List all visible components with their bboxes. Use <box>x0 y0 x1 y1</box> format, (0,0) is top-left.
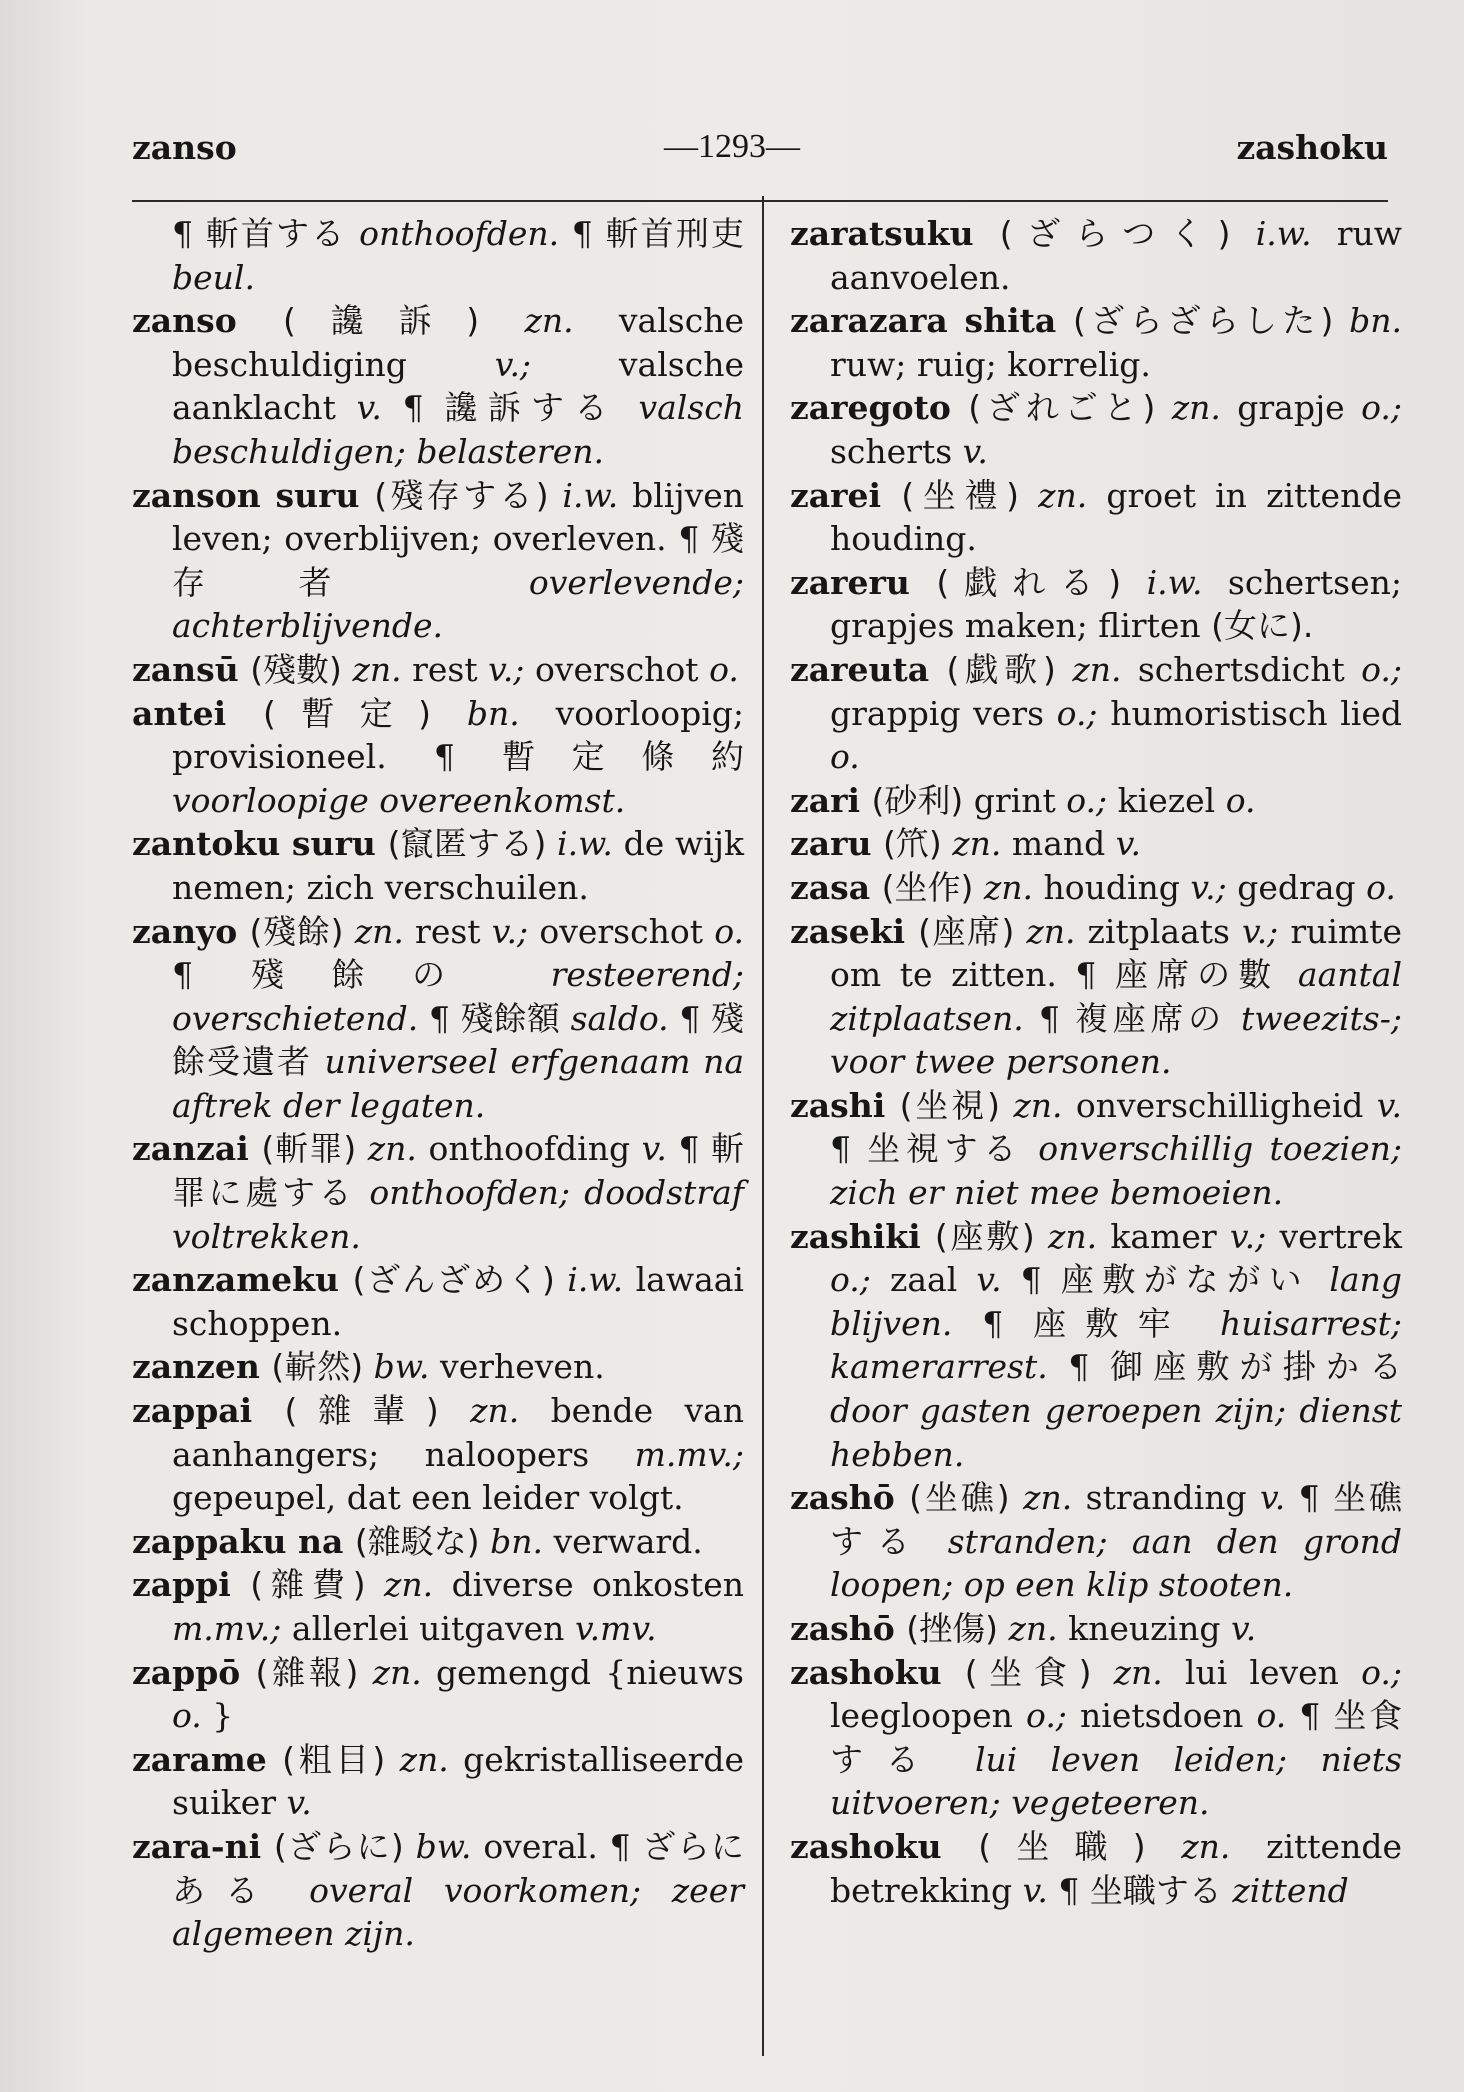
pilcrow-mark: ¶ <box>679 998 701 1038</box>
phrase-translation: onverschillig toezien; zich er niet mee bemoeien. <box>830 1129 1402 1213</box>
pilcrow-mark: ¶ <box>609 1826 631 1866</box>
grammar-label: zn. <box>1048 1216 1098 1256</box>
translation-text: kiezel <box>1117 780 1216 820</box>
dictionary-entry <box>132 648 744 692</box>
translation-text: gemengd {nieuws <box>436 1652 744 1692</box>
translation-text: onverschilligheid <box>1075 1085 1364 1125</box>
translation-text: valsche aanklacht <box>172 344 744 428</box>
japanese-text: ざらにある <box>172 1826 744 1910</box>
grammar-label: bw. <box>415 1826 472 1866</box>
japanese-text: 座敷牢 <box>1033 1303 1191 1343</box>
headword: zaregoto <box>790 388 951 428</box>
japanese-text: 坐礁する <box>830 1478 1403 1561</box>
headword: zashō <box>790 1478 895 1518</box>
grammar-label: v.; <box>1229 1216 1267 1256</box>
grammar-label: zn. <box>524 301 574 341</box>
pilcrow-mark: ¶ <box>1058 1870 1080 1910</box>
japanese-text: (雜駁な) <box>354 1521 480 1561</box>
grammar-label: m.mv.; <box>634 1434 744 1474</box>
translation-text: blijven leven; overblijven; overleven. <box>172 475 744 559</box>
dictionary-entry <box>790 299 1402 386</box>
translation-text: kneuzing <box>1068 1609 1221 1648</box>
phrase-translation: universeel erfgenaam na aftrek der legaten. <box>172 1042 745 1125</box>
dictionary-entry <box>132 212 744 299</box>
headword: zanyo <box>132 911 238 951</box>
headword: zaratsuku <box>790 214 974 253</box>
japanese-text: 殘餘受遺者 <box>172 998 744 1082</box>
grammar-label: zn. <box>1023 1478 1073 1518</box>
phrase-translation: aantal zitplaatsen. <box>830 955 1402 1038</box>
grammar-label: zn. <box>367 1129 417 1169</box>
dictionary-entry <box>790 1651 1402 1825</box>
translation-text: schertsdicht <box>1137 649 1345 689</box>
grammar-label: zn. <box>384 1565 434 1605</box>
grammar-label: v.; <box>491 911 529 951</box>
japanese-text: 坐食する <box>830 1696 1402 1779</box>
pilcrow-mark: ¶ <box>433 737 455 777</box>
pilcrow-mark: ¶ <box>1298 1478 1320 1518</box>
japanese-text: (戯れる) <box>936 562 1122 602</box>
grammar-label: o.; <box>1066 780 1108 820</box>
phrase-translation: overlevende; achterblijvende. <box>172 562 745 646</box>
dictionary-entry <box>132 299 744 473</box>
phrase-translation: lui leven leiden; niets uitvoeren; vegeteeren. <box>830 1739 1402 1823</box>
dictionary-entry <box>790 1084 1402 1215</box>
headword: zarazara shita <box>790 301 1057 341</box>
grammar-label: v.mv. <box>574 1609 657 1648</box>
headword: zashi <box>790 1085 886 1125</box>
translation-text: verward. <box>553 1521 703 1561</box>
phrase-translation: overal voorkomen; zeer algemeen zijn. <box>172 1870 744 1954</box>
translation-text: grappig vers <box>830 693 1045 733</box>
dictionary-entry <box>790 1825 1402 1912</box>
translation-text: mand <box>1011 824 1106 864</box>
headword: zanson suru <box>132 475 360 515</box>
grammar-label: zn. <box>352 649 402 689</box>
translation-text: } <box>212 1696 234 1736</box>
grammar-label: o. <box>714 911 744 951</box>
left-column <box>132 212 744 1956</box>
pilcrow-mark: ¶ <box>571 214 593 253</box>
japanese-text: (竄匿する) <box>387 824 547 864</box>
headword: zari <box>790 780 861 820</box>
japanese-text: (坐禮) <box>901 475 1019 515</box>
headword: zantoku suru <box>132 824 376 864</box>
headword: zareuta <box>790 649 930 689</box>
japanese-text: (挫傷) <box>906 1609 998 1648</box>
headword: antei <box>132 693 227 733</box>
headword: zanzai <box>132 1129 249 1169</box>
grammar-label: o. <box>1225 780 1256 820</box>
translation-text: scherts <box>830 431 953 471</box>
translation-text: gekristalliseerde suiker <box>172 1739 745 1823</box>
grammar-label: i.w. <box>567 1260 624 1300</box>
japanese-text: (ざれごと) <box>968 388 1156 428</box>
headword: zansū <box>132 649 239 689</box>
japanese-text: (ざらつく) <box>999 214 1231 253</box>
grammar-label: m.mv.; <box>172 1609 282 1648</box>
pilcrow-mark: ¶ <box>1020 1260 1042 1300</box>
headword: zashō <box>790 1609 895 1648</box>
grammar-label: zn. <box>1072 649 1122 689</box>
dictionary-entry <box>790 1476 1402 1607</box>
grammar-label: o. <box>172 1696 202 1736</box>
grammar-label: o.; <box>1361 649 1403 689</box>
translation-text: houding <box>1043 867 1180 907</box>
phrase-translation: zittend <box>1232 1870 1349 1910</box>
grammar-label: v. <box>976 1260 1002 1300</box>
grammar-label: zn. <box>399 1739 449 1779</box>
japanese-text: 斬罪に處する <box>172 1129 744 1213</box>
grammar-label: zn. <box>983 867 1033 907</box>
translation-text: schertsen; grapjes maken; flirten <box>830 562 1402 646</box>
dictionary-entry <box>132 1563 744 1650</box>
grammar-label: zn. <box>470 1391 520 1431</box>
translation-text: ruimte om te zitten. <box>830 911 1402 995</box>
japanese-text: (殘存する) <box>374 475 549 515</box>
grammar-label: v. <box>1115 824 1141 864</box>
headword: zasa <box>790 867 871 907</box>
japanese-text: 座席の數 <box>1115 955 1280 995</box>
translation-text: grapje <box>1237 388 1345 428</box>
translation-text: stranding <box>1085 1478 1247 1518</box>
headword: zaseki <box>790 911 906 951</box>
grammar-label: v. <box>1230 1609 1257 1648</box>
grammar-label: zn. <box>1038 475 1088 515</box>
pilcrow-mark: ¶ <box>830 1129 851 1169</box>
grammar-label: bn. <box>1349 301 1402 341</box>
japanese-text: (殘數) <box>250 649 342 689</box>
japanese-text: (斬罪) <box>261 1129 357 1169</box>
dictionary-entry <box>790 822 1402 866</box>
grammar-label: zn. <box>372 1652 422 1692</box>
japanese-text: (雜輩) <box>284 1391 439 1431</box>
running-head-right: zashoku <box>1236 128 1388 167</box>
translation-text: overschot <box>539 911 703 951</box>
headword: zappaku na <box>132 1521 344 1561</box>
dictionary-entry <box>132 1258 744 1345</box>
japanese-text: (笊) <box>883 824 942 864</box>
headword: zappō <box>132 1652 241 1692</box>
grammar-label: zn. <box>1181 1826 1231 1866</box>
dictionary-entry <box>790 212 1402 299</box>
japanese-text: (坐食) <box>964 1652 1092 1692</box>
japanese-text: (坐視) <box>899 1085 1000 1125</box>
phrase-translation: valsch beschuldigen; belasteren. <box>172 388 744 471</box>
grammar-label: i.w. <box>557 824 613 864</box>
translation-text: ruw aanvoelen. <box>830 214 1403 297</box>
headword: zappi <box>132 1565 231 1605</box>
headword: zashoku <box>790 1826 942 1866</box>
right-column <box>790 212 1402 1912</box>
japanese-text: 坐視する <box>867 1129 1023 1169</box>
translation-text: voorloopig; provisioneel. <box>172 693 744 777</box>
dictionary-entry <box>132 910 744 1128</box>
pilcrow-mark: ¶ <box>678 519 700 559</box>
grammar-label: o.; <box>1026 1696 1067 1736</box>
grammar-label: i.w. <box>1255 214 1312 253</box>
japanese-text: 斬首刑吏 <box>605 214 745 253</box>
grammar-label: zn. <box>1026 911 1076 951</box>
pilcrow-mark: ¶ <box>1075 955 1097 995</box>
translation-text: zittende betrekking <box>830 1826 1402 1910</box>
phrase-translation: huisarrest; kamerarrest. <box>830 1303 1403 1387</box>
grammar-label: v. <box>1022 1870 1048 1910</box>
pilcrow-mark: ¶ <box>678 1129 700 1169</box>
dictionary-entry <box>790 1607 1402 1651</box>
translation-text: allerlei uitgaven <box>291 1609 565 1648</box>
japanese-text: 讒訴する <box>444 388 618 428</box>
phrase-translation: onthoofden; doodstraf voltrekken. <box>172 1173 744 1256</box>
dictionary-entry <box>132 1520 744 1564</box>
pilcrow-mark: ¶ <box>1299 1696 1321 1736</box>
grammar-label: o.; <box>1361 388 1402 428</box>
translation-text: diverse onkosten <box>451 1565 744 1605</box>
pilcrow-mark: ¶ <box>172 214 193 253</box>
headword: zappai <box>132 1391 253 1431</box>
translation-text: grint <box>973 780 1056 820</box>
japanese-text: (女に). <box>1211 606 1314 646</box>
page-number: —1293— <box>664 128 800 165</box>
phrase-translation: resteerend; overschietend. <box>172 955 745 1038</box>
grammar-label: o. <box>709 649 739 689</box>
japanese-text: 殘存者 <box>172 519 744 602</box>
phrase-translation: stranden; aan den grond loopen; op een klip stooten. <box>830 1521 1402 1605</box>
phrase-translation: onthoofden. <box>359 214 560 253</box>
japanese-text: 殘餘の <box>251 955 493 995</box>
japanese-text: 斬首する <box>205 214 347 253</box>
pilcrow-mark: ¶ <box>428 998 450 1038</box>
phrase-translation: lang blijven. <box>830 1260 1402 1343</box>
grammar-label: v. <box>1260 1478 1286 1518</box>
japanese-text: (坐作) <box>881 867 974 907</box>
headword: zanzameku <box>132 1260 340 1300</box>
dictionary-entry <box>790 561 1402 648</box>
japanese-text: (粗目) <box>282 1739 386 1779</box>
headword: zanso <box>132 301 237 341</box>
japanese-text: (ざらに) <box>273 1826 404 1866</box>
pilcrow-mark: ¶ <box>172 955 193 995</box>
dictionary-entry <box>790 648 1402 779</box>
japanese-text: (座席) <box>918 911 1015 951</box>
pilcrow-mark: ¶ <box>1068 1347 1090 1387</box>
pilcrow-mark: ¶ <box>1038 998 1060 1038</box>
grammar-label: o. <box>830 737 860 777</box>
grammar-label: v. <box>286 1783 312 1823</box>
grammar-label: zn. <box>1171 388 1221 428</box>
dictionary-entry <box>132 692 744 823</box>
translation-text: groet in zittende houding. <box>830 475 1402 559</box>
translation-text: de wijk nemen; zich verschuilen. <box>172 824 744 907</box>
grammar-label: bn. <box>490 1521 543 1561</box>
translation-text: valsche beschuldiging <box>172 301 744 384</box>
headword: zara-ni <box>132 1826 262 1866</box>
headword: zashiki <box>790 1216 921 1256</box>
grammar-label: o.; <box>830 1260 871 1300</box>
japanese-text: 殘餘額 <box>460 998 560 1038</box>
japanese-text: (雜報) <box>255 1652 359 1692</box>
dictionary-entry <box>790 386 1402 473</box>
column-divider <box>762 196 764 2056</box>
grammar-label: v.; <box>1190 867 1227 907</box>
japanese-text: 御座敷が掛かる <box>1110 1347 1402 1387</box>
header-rule <box>132 200 1388 202</box>
japanese-text: 暫定條約 <box>502 737 744 777</box>
translation-text: lawaai schoppen. <box>172 1260 744 1343</box>
grammar-label: o.; <box>1361 1652 1402 1692</box>
japanese-text: (ざらざらした) <box>1072 301 1334 341</box>
grammar-label: zn. <box>1013 1085 1063 1125</box>
japanese-text: (坐礁) <box>909 1478 1010 1518</box>
grammar-label: o.; <box>1056 693 1098 733</box>
phrase-translation: voorloopige overeenkomst. <box>172 780 626 820</box>
grammar-label: v.; <box>488 649 525 689</box>
grammar-label: zn. <box>1113 1652 1163 1692</box>
phrase-translation: door gasten geroepen zijn; dienst hebben. <box>830 1391 1402 1474</box>
translation-text: lui leven <box>1184 1652 1339 1692</box>
dictionary-entry <box>132 1825 744 1956</box>
grammar-label: o. <box>1366 867 1396 907</box>
translation-text: overschot <box>534 649 699 689</box>
japanese-text: (嶄然) <box>271 1347 364 1387</box>
translation-text: verheven. <box>440 1347 605 1387</box>
translation-text: rest <box>412 649 478 689</box>
dictionary-entry <box>790 1215 1402 1477</box>
dictionary-entry <box>132 822 744 909</box>
translation-text: bende van aanhangers; naloopers <box>172 1391 745 1474</box>
dictionary-entry <box>132 1127 744 1258</box>
japanese-text: (座敷) <box>934 1216 1035 1256</box>
grammar-label: o. <box>1256 1696 1287 1736</box>
phrase-translation: beul. <box>172 257 255 297</box>
translation-text: nietsdoen <box>1080 1696 1244 1736</box>
headword: zashoku <box>790 1652 942 1692</box>
dictionary-entry <box>132 1738 744 1825</box>
grammar-label: i.w. <box>562 475 619 515</box>
translation-text: zaal <box>889 1260 958 1300</box>
grammar-label: zn. <box>1008 1609 1058 1648</box>
headword: zanzen <box>132 1347 260 1387</box>
japanese-text: (砂利) <box>871 780 964 820</box>
translation-text: overal. <box>483 1826 598 1866</box>
translation-text: rest <box>415 911 481 951</box>
dictionary-entry <box>132 1389 744 1520</box>
translation-text: humoristisch lied <box>1110 693 1403 733</box>
translation-text: zitplaats <box>1087 911 1230 951</box>
dictionary-entry <box>132 1651 744 1738</box>
dictionary-entry <box>790 910 1402 1084</box>
phrase-translation: tweezits-; voor twee personen. <box>830 998 1402 1082</box>
headword: zarame <box>132 1739 267 1779</box>
translation-text: vertrek <box>1279 1216 1402 1256</box>
japanese-text: (暫定) <box>263 693 431 733</box>
grammar-label: v.; <box>494 344 532 384</box>
running-head-left: zanso <box>132 128 237 167</box>
grammar-label: bn. <box>466 693 520 733</box>
grammar-label: bw. <box>373 1347 430 1387</box>
grammar-label: zn. <box>952 824 1002 864</box>
translation-text: ruw; ruig; korrelig. <box>830 344 1151 384</box>
translation-text: onthoofding <box>428 1129 631 1169</box>
translation-text: gedrag <box>1237 867 1356 907</box>
grammar-label: v. <box>1376 1085 1403 1125</box>
grammar-label: v. <box>641 1129 667 1169</box>
japanese-text: (ざんざめく) <box>352 1260 555 1300</box>
japanese-text: (殘餘) <box>249 911 344 951</box>
dictionary-entry <box>790 474 1402 561</box>
grammar-label: i.w. <box>1146 562 1203 602</box>
pilcrow-mark: ¶ <box>402 388 424 428</box>
pilcrow-mark: ¶ <box>982 1303 1004 1343</box>
dictionary-entry <box>132 1345 744 1389</box>
translation-text: leegloopen <box>830 1696 1013 1736</box>
dictionary-entry <box>790 866 1402 910</box>
dictionary-entry <box>132 474 744 648</box>
phrase-translation: saldo. <box>570 998 669 1038</box>
headword: zareru <box>790 562 910 602</box>
japanese-text: (戯歌) <box>946 649 1056 689</box>
headword: zaru <box>790 824 872 864</box>
japanese-text: 複座席の <box>1075 998 1226 1038</box>
grammar-label: zn. <box>354 911 404 951</box>
grammar-label: v. <box>962 431 988 471</box>
grammar-label: v.; <box>1241 911 1279 951</box>
japanese-text: (坐職) <box>978 1826 1146 1866</box>
japanese-text: (雜費) <box>250 1565 366 1605</box>
japanese-text: (讒訴) <box>283 301 480 341</box>
japanese-text: 坐職する <box>1089 1870 1222 1910</box>
headword: zarei <box>790 475 882 515</box>
translation-text: kamer <box>1110 1216 1217 1256</box>
japanese-text: 座敷がながい <box>1060 1260 1311 1300</box>
grammar-label: v. <box>356 388 382 428</box>
translation-text: gepeupel, dat een leider volgt. <box>172 1478 684 1518</box>
dictionary-entry <box>790 779 1402 823</box>
